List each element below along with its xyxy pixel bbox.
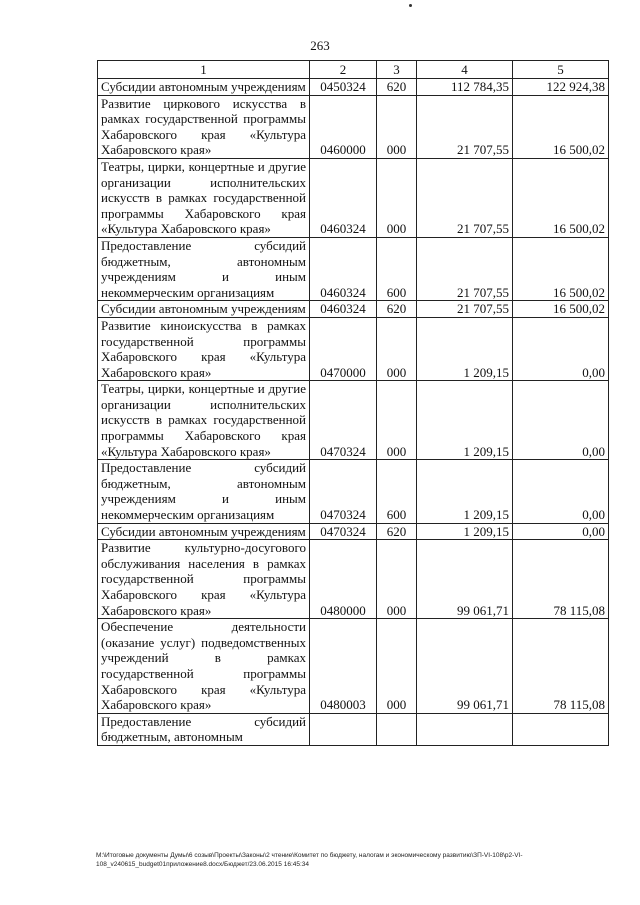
column-header-4: 4: [417, 61, 513, 79]
table-row: [98, 540, 609, 619]
row-name-cell: Предоставление субсидий бюджетным, автономным: [98, 713, 310, 745]
row-amount-2-cell: 0,00: [513, 317, 609, 380]
row-amount-1-cell: 1 209,15: [417, 523, 513, 540]
table-row: [98, 381, 609, 460]
row-code-cell: 0470324: [310, 523, 377, 540]
row-name-cell: Субсидии автономным учреждениям: [98, 301, 310, 318]
row-amount-1-cell: 1 209,15: [417, 381, 513, 460]
row-vr-cell: 620: [377, 523, 417, 540]
row-name-cell: Развитие циркового искусства в рамках государственной программы Хабаровского края «Культура Хабаровского края»: [98, 95, 310, 158]
row-amount-1-cell: 21 707,55: [417, 95, 513, 158]
row-amount-1-cell: 99 061,71: [417, 540, 513, 619]
table-row: [98, 158, 609, 237]
table-row: [98, 460, 609, 523]
row-vr-cell: 600: [377, 237, 417, 300]
page-number: 263: [310, 38, 330, 53]
row-name-cell: Театры, цирки, концертные и другие организации исполнительских искусств в рамках государственной программы Хабаровского края «Культура Хабаровского края»: [98, 158, 310, 237]
table-row: [98, 619, 609, 714]
row-name-cell: Развитие киноискусства в рамках государственной программы Хабаровского края «Культура Хабаровского края»: [98, 317, 310, 380]
row-code-cell: 0480003: [310, 619, 377, 714]
row-vr-cell: 000: [377, 619, 417, 714]
file-path-footer: [96, 852, 616, 869]
row-amount-2-cell: 78 115,08: [513, 619, 609, 714]
column-header-1: 1: [98, 61, 310, 79]
table-row: [98, 713, 609, 745]
row-vr-cell: 000: [377, 317, 417, 380]
row-code-cell: [310, 713, 377, 745]
table-row: [98, 523, 609, 540]
row-code-cell: 0460324: [310, 301, 377, 318]
row-code-cell: 0460324: [310, 237, 377, 300]
column-header-2: 2: [310, 61, 377, 79]
row-amount-1-cell: 112 784,35: [417, 79, 513, 96]
row-name-cell: Театры, цирки, концертные и другие организации исполнительских искусств в рамках государственной программы Хабаровского края «Культура Хабаровского края»: [98, 381, 310, 460]
row-amount-2-cell: 16 500,02: [513, 95, 609, 158]
scan-speck: [409, 4, 412, 7]
row-amount-2-cell: 0,00: [513, 523, 609, 540]
row-amount-1-cell: 21 707,55: [417, 237, 513, 300]
table-row: [98, 317, 609, 380]
row-name-cell: Обеспечение деятельности (оказание услуг) подведомственных учреждений в рамках государственной программы Хабаровского края «Культура Хабаровского края»: [98, 619, 310, 714]
table-row: [98, 79, 609, 96]
row-vr-cell: 600: [377, 460, 417, 523]
row-amount-2-cell: 0,00: [513, 460, 609, 523]
row-code-cell: 0460000: [310, 95, 377, 158]
column-header-3: 3: [377, 61, 417, 79]
row-amount-2-cell: 78 115,08: [513, 540, 609, 619]
row-code-cell: 0470324: [310, 460, 377, 523]
row-amount-1-cell: 99 061,71: [417, 619, 513, 714]
table-row: [98, 95, 609, 158]
row-name-cell: Субсидии автономным учреждениям: [98, 79, 310, 96]
row-amount-1-cell: 1 209,15: [417, 460, 513, 523]
row-code-cell: 0470324: [310, 381, 377, 460]
row-amount-2-cell: 122 924,38: [513, 79, 609, 96]
row-vr-cell: 620: [377, 301, 417, 318]
row-code-cell: 0480000: [310, 540, 377, 619]
column-header-5: 5: [513, 61, 609, 79]
row-name-cell: Субсидии автономным учреждениям: [98, 523, 310, 540]
row-code-cell: 0460324: [310, 158, 377, 237]
row-amount-1-cell: 1 209,15: [417, 317, 513, 380]
row-amount-2-cell: 16 500,02: [513, 237, 609, 300]
row-name-cell: Развитие культурно-досугового обслуживания населения в рамках государственной программы Хабаровского края «Культура Хабаровского края»: [98, 540, 310, 619]
row-name-cell: Предоставление субсидий бюджетным, автономным учреждениям и иным некоммерческим организациям: [98, 460, 310, 523]
row-vr-cell: 000: [377, 158, 417, 237]
row-amount-2-cell: 16 500,02: [513, 158, 609, 237]
row-vr-cell: 620: [377, 79, 417, 96]
row-vr-cell: 000: [377, 381, 417, 460]
footer-line-1: M:\Итоговые документы Думы\6 созыв\Проекты\Законы\2 чтение\Комитет по бюджету, налогам и экономическому развитию\ЗП-VI-108\р2-VI-: [96, 852, 523, 859]
table-header-row: [98, 61, 609, 79]
row-vr-cell: 000: [377, 95, 417, 158]
table-row: [98, 301, 609, 318]
row-amount-2-cell: 16 500,02: [513, 301, 609, 318]
row-amount-2-cell: 0,00: [513, 381, 609, 460]
row-amount-2-cell: [513, 713, 609, 745]
row-amount-1-cell: [417, 713, 513, 745]
footer-line-2: 108_v240615_budget01приложение8.docx/Бюджет/23.06.2015 16:45:34: [96, 860, 310, 868]
row-code-cell: 0470000: [310, 317, 377, 380]
row-vr-cell: [377, 713, 417, 745]
row-code-cell: 0450324: [310, 79, 377, 96]
row-name-cell: Предоставление субсидий бюджетным, автономным учреждениям и иным некоммерческим организациям: [98, 237, 310, 300]
table-body: [98, 79, 609, 746]
row-vr-cell: 000: [377, 540, 417, 619]
row-amount-1-cell: 21 707,55: [417, 301, 513, 318]
table-row: [98, 237, 609, 300]
row-amount-1-cell: 21 707,55: [417, 158, 513, 237]
budget-table: [97, 60, 609, 746]
